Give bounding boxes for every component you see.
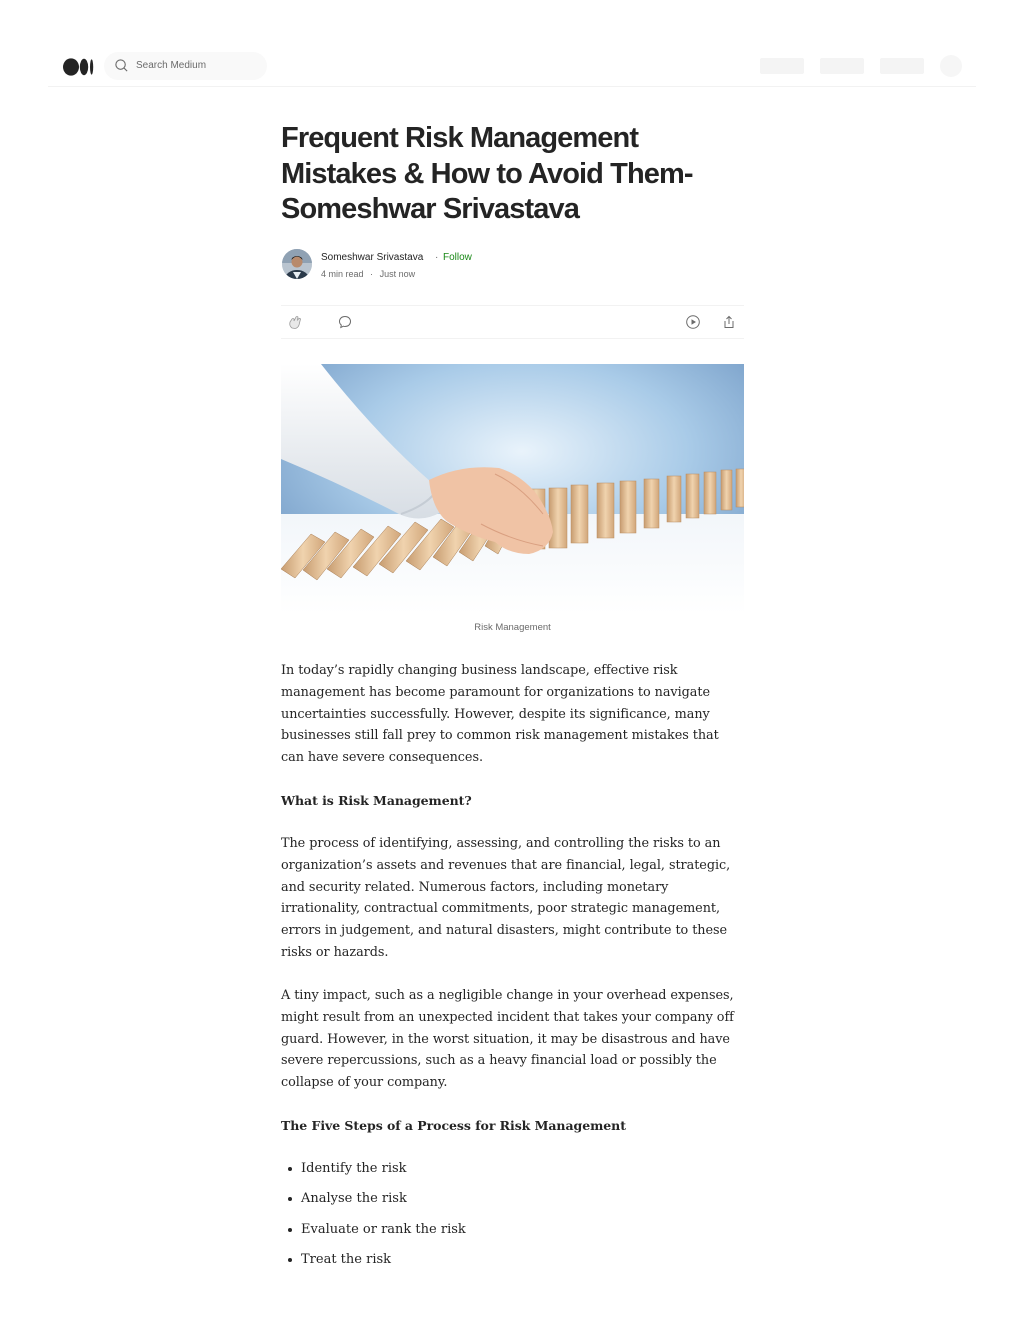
read-time: 4 min read [321, 269, 364, 279]
nav-placeholder-2 [820, 58, 864, 74]
image-caption: Risk Management [474, 622, 551, 633]
author-name[interactable]: Someshwar Srivastava [321, 252, 424, 263]
article-title: Frequent Risk Management Mistakes & How to Avoid Them- Someshwar Srivastava [281, 122, 693, 225]
author-row [281, 248, 744, 282]
share-icon[interactable] [721, 314, 737, 330]
meta-separator: · [370, 269, 374, 279]
search-icon [114, 58, 129, 73]
list-item: Evaluate or rank the risk [301, 1219, 764, 1249]
article-action-bar [281, 305, 744, 339]
published-time: Just now [379, 269, 416, 279]
search-bar[interactable] [104, 52, 267, 80]
list-item: Treat the risk [301, 1249, 764, 1279]
definition-paragraph: The process of identifying, assessing, and controlling the risks to an organization’s assets and revenues that are financial, legal, strategic, and security related. Numerous factors, including monetary irrationality, contractual commitments, poor strategic management, errors in judgement, and natural disasters, might contribute to these risks or hazards. [281, 836, 731, 960]
list-item: Analyse the risk [301, 1188, 764, 1218]
clap-icon[interactable] [287, 314, 303, 330]
nav-placeholder-3 [880, 58, 924, 74]
search-input[interactable]: Search Medium [136, 60, 207, 71]
risk-steps-list [281, 1158, 764, 1279]
comment-icon[interactable] [337, 314, 353, 330]
impact-paragraph: A tiny impact, such as a negligible change in your overhead expenses, might result from an unexpected incident that takes your company off guard. However, in the worst situation, it may be disastrous and have severe repercussions, such as a heavy financial load or possibly the collapse of your company. [281, 988, 734, 1091]
list-item: Identify the risk [301, 1158, 764, 1188]
intro-paragraph: In today’s rapidly changing business landscape, effective risk management has become paramount for organizations to navigate uncertainties successfully. However, despite its significance, many businesses still fall prey to common risk management mistakes that can have severe consequences. [281, 663, 719, 766]
play-icon[interactable] [685, 314, 701, 330]
nav-placeholder-1 [760, 58, 804, 74]
medium-logo-icon[interactable] [63, 58, 95, 76]
section-heading-five-steps: The Five Steps of a Process for Risk Management [281, 1118, 626, 1133]
article-meta [321, 269, 419, 279]
follow-button[interactable]: Follow [443, 252, 472, 263]
top-navigation-bar [48, 46, 976, 87]
domino-illustration [281, 364, 744, 614]
user-avatar-placeholder[interactable] [940, 55, 962, 77]
author-avatar[interactable] [282, 249, 312, 279]
hero-image [281, 364, 744, 614]
section-heading-what-is-risk-management: What is Risk Management? [281, 793, 472, 808]
author-avatar-image [282, 249, 312, 279]
separator-dot: · [435, 252, 439, 263]
